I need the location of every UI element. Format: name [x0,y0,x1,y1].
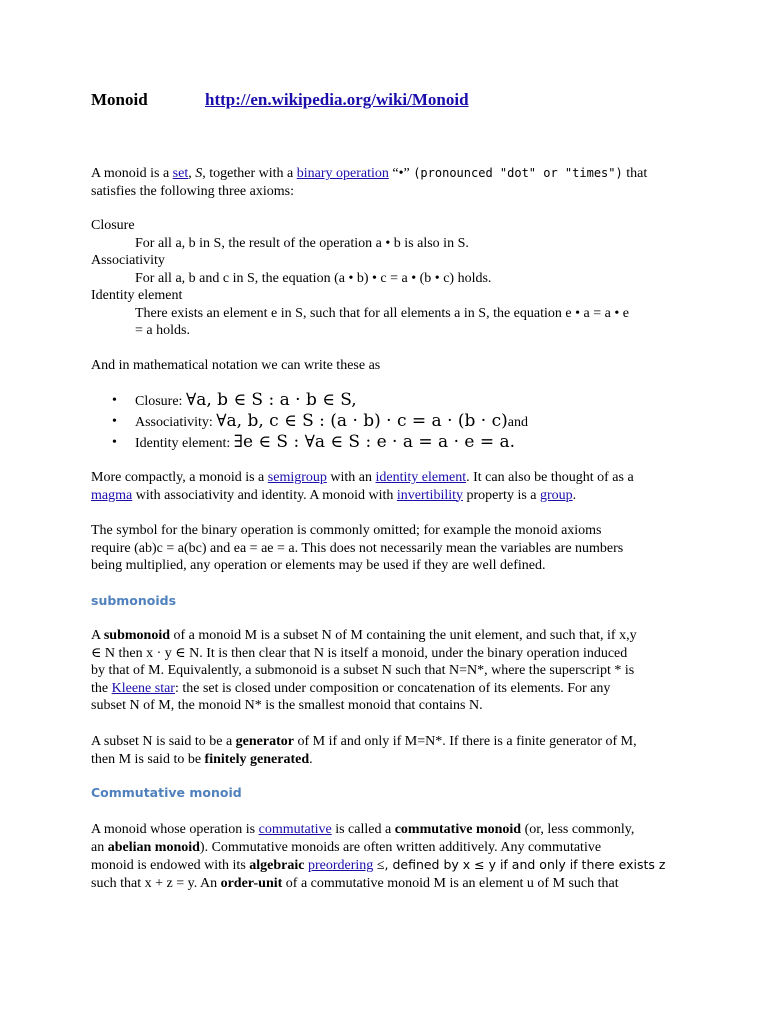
intro-paragraph: A monoid is a set, S, together with a binary operation “•” (pronounced "dot" or "times") that satisfies the following three axioms: [91,166,648,199]
link-semigroup[interactable]: semigroup [267,470,327,485]
formula-associativity: • Associativity: ∀a, b, c ∈ S : (a · b) · c = a · (b · c)and [91,411,681,432]
axiom-identity-heading: Identity element [91,288,183,303]
link-set[interactable]: set [172,166,189,181]
link-kleene-star[interactable]: Kleene star [111,680,175,696]
commutative-paragraph: A monoid whose operation is commutative is called a commutative monoid (or, less commonly, an abelian monoid). Commutative monoids are often written additively. Any commutative monoid is endowed with its algebraic preordering ≤, defined by x ≤ y if and only if there exists z such that x + z = y. An order-unit of a commutative monoid M is an element u of M such that [91,822,666,891]
page-title: Monoid [91,90,148,109]
link-group[interactable]: group [540,487,573,503]
link-preordering[interactable]: preordering [308,858,374,873]
compact-paragraph: More compactly, a monoid is a semigroup with an identity element. It can also be thought of as a magma with associativity and identity. A monoid with invertibility property is a group. [91,470,634,503]
formula-identity: • Identity element: ∃e ∈ S : ∀a ∈ S : e · a = a · e = a. [91,432,681,453]
axiom-identity-body-cont: = a holds. [135,323,190,338]
link-commutative[interactable]: commutative [258,822,332,837]
axiom-closure-heading: Closure [91,218,135,233]
link-identity-element[interactable]: identity element [375,470,467,485]
formula-list [91,390,681,453]
axiom-identity-body: There exists an element e in S, such that for all elements a in S, the equation e • a = a • e [135,305,629,321]
axiom-associativity-heading: Associativity [91,253,165,268]
heading-commutative-monoid: Commutative monoid [91,785,242,800]
math-notation-intro: And in mathematical notation we can write these as [91,358,381,373]
symbol-paragraph: The symbol for the binary operation is commonly omitted; for example the monoid axioms require (ab)c = a(bc) and ea = ae = a. This does not necessarily mean the variables are numbers being multiplied, any operation or elements may be used if they are well defined. [91,523,624,573]
heading-submonoids: submonoids [91,593,177,608]
generator-paragraph: A subset N is said to be a generator of M if and only if M=N*. If there is a finite generator of M, then M is said to be finitely generated. [91,734,637,767]
axioms-list [91,217,681,340]
formula-closure: • Closure: ∀a, b ∈ S : a · b ∈ S, [91,390,681,411]
axiom-associativity-body: For all a, b and c in S, the equation (a • b) • c = a • (b • c) holds. [135,270,492,286]
link-invertibility[interactable]: invertibility [396,487,464,503]
title-row [91,90,469,110]
axiom-closure-body: For all a, b in S, the result of the operation a • b is also in S. [135,235,469,251]
link-binary-operation[interactable]: binary operation [296,166,389,181]
submonoid-paragraph: A submonoid of a monoid M is a subset N of M containing the unit element, and such that, if x,y ∈ N then x · y ∈ N. It is then clear that N is itself a monoid, under the binary operation induced by that of M. Equivalently, a submonoid is a subset N such that N=N*, where the superscript * is the Kleene star: the set is closed under composition or concatenation of its elements. For any subset N of M, the monoid N* is the smallest monoid that contains N. [91,628,637,713]
wikipedia-link[interactable]: http://en.wikipedia.org/wiki/Monoid [205,90,469,109]
link-magma[interactable]: magma [91,487,133,503]
